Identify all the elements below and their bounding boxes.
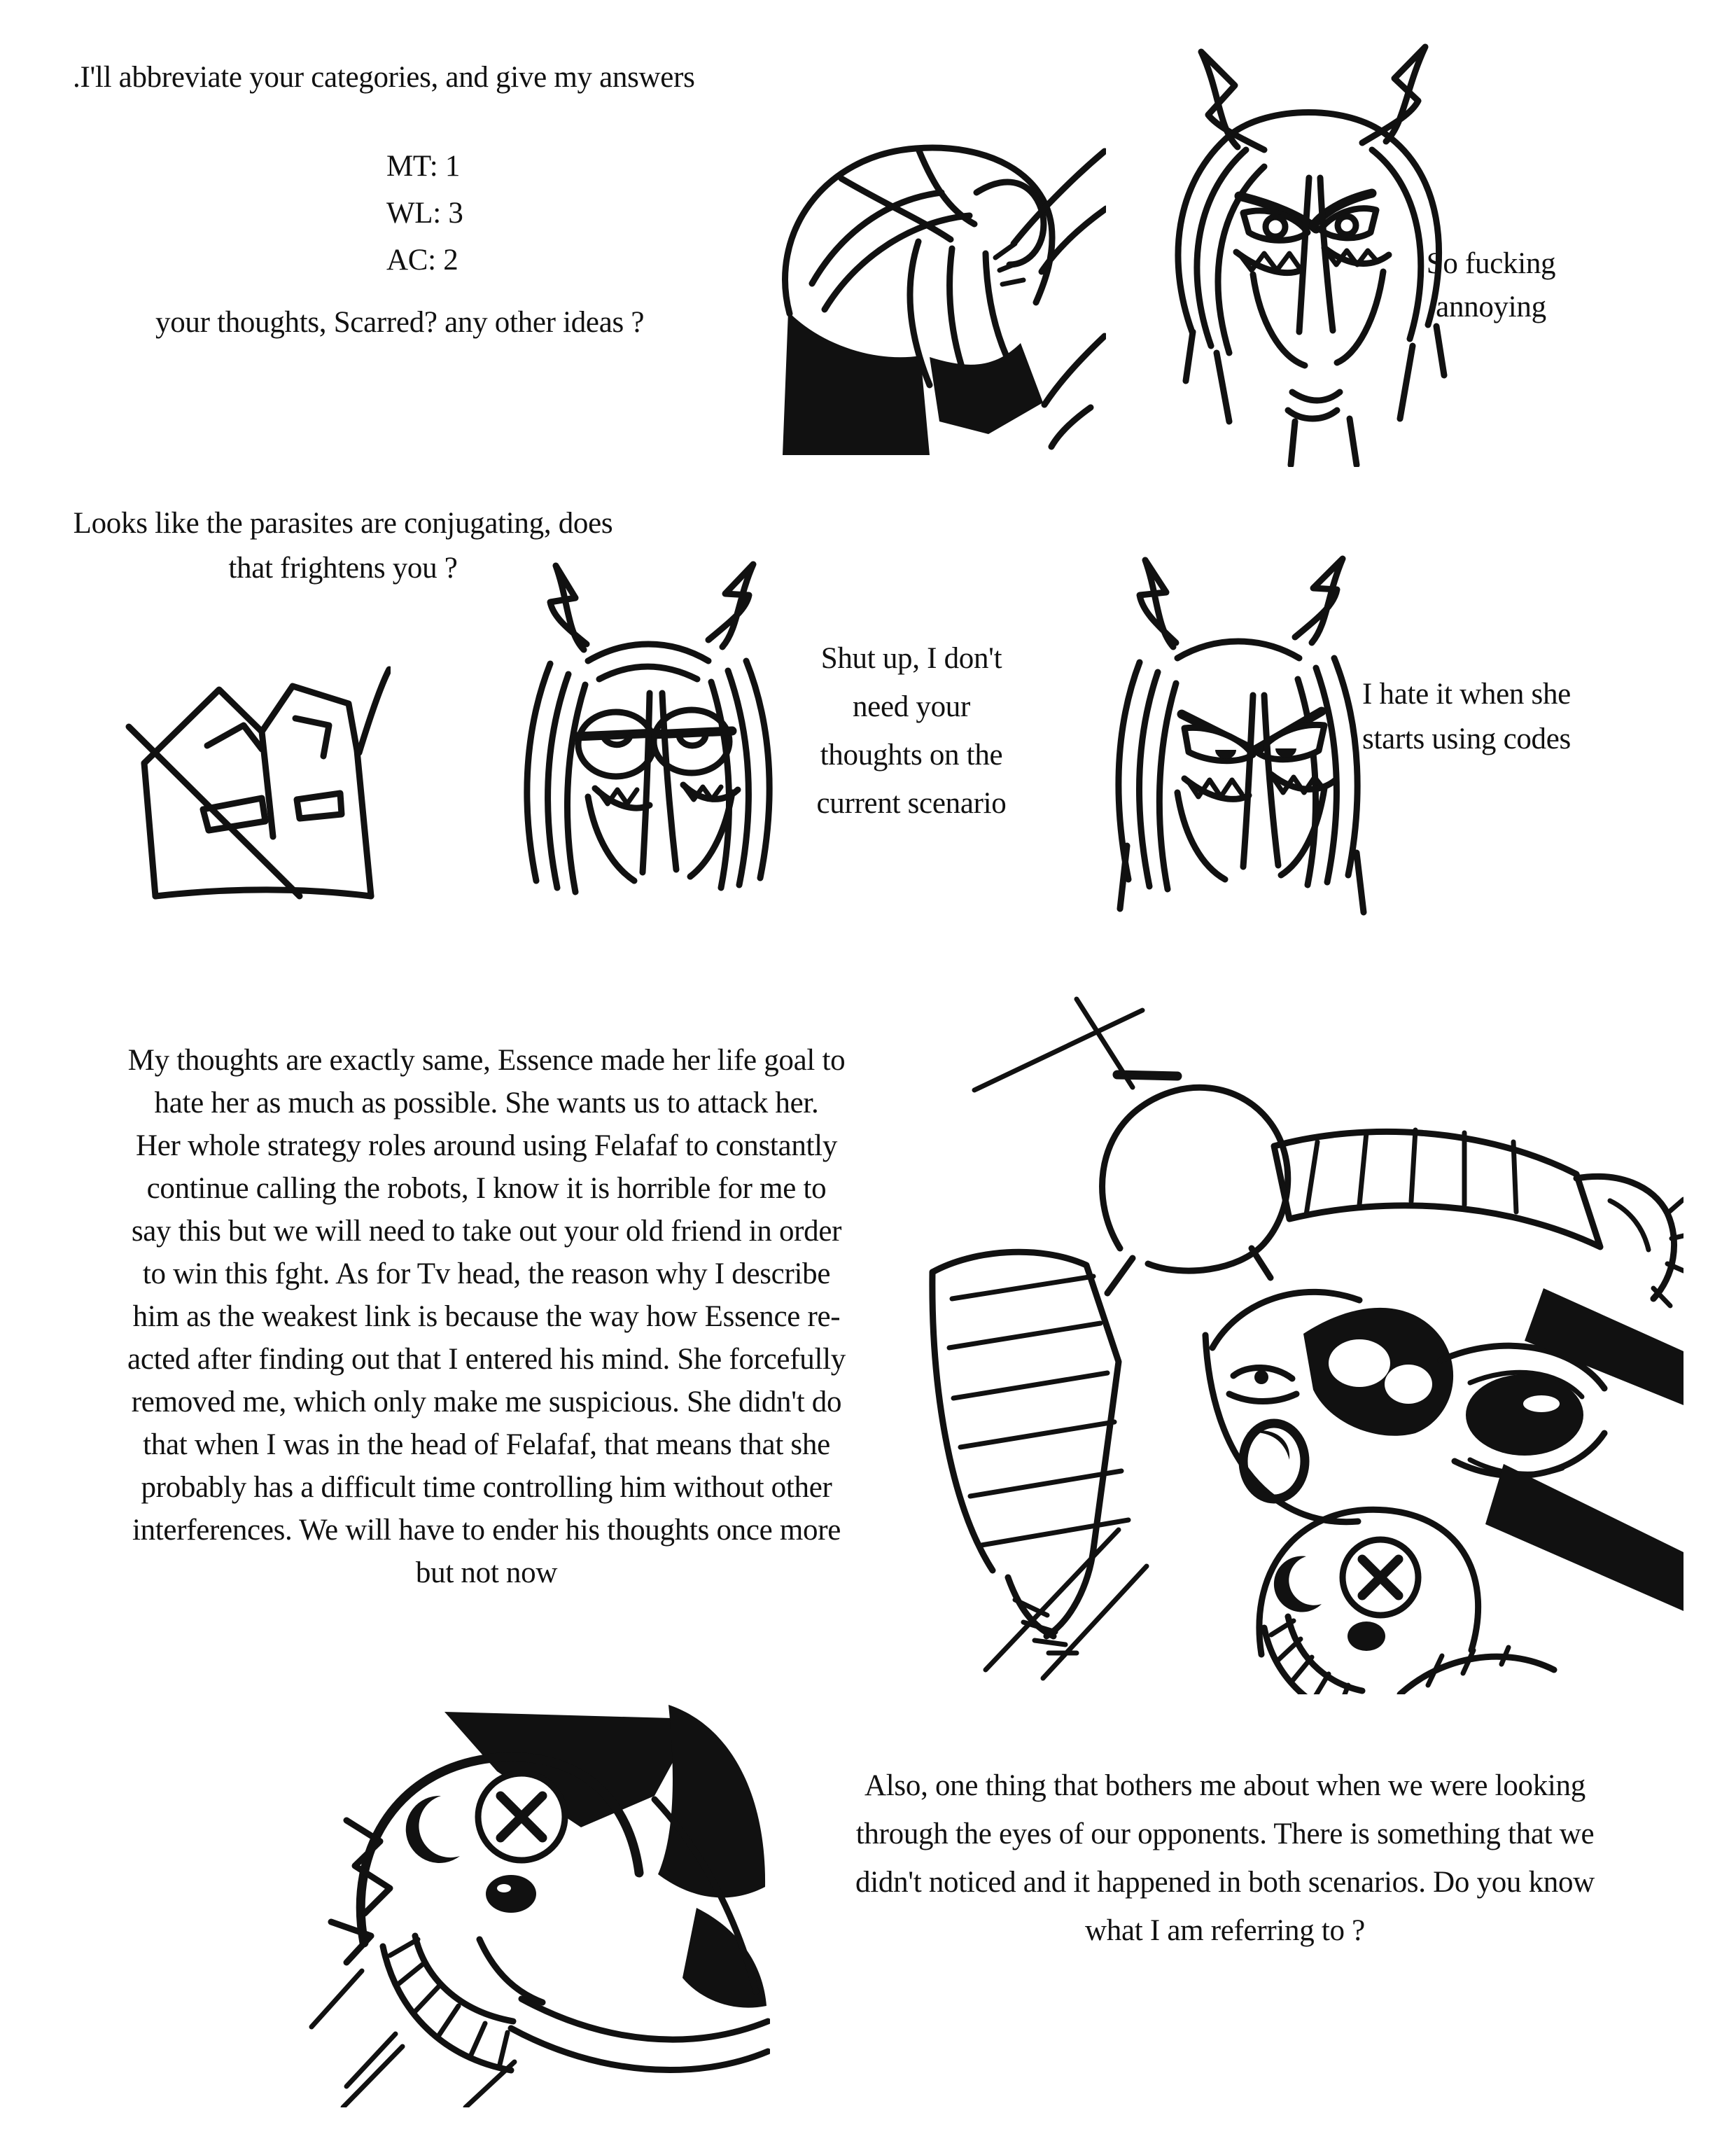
speech-so-annoying: So fucking annoying [1426,247,1556,323]
speech-hate-codes: I hate it when she starts using codes [1362,678,1571,755]
answer-codes [386,143,463,284]
intro-question: your thoughts, Scarred? any other ideas ? [155,306,645,339]
head-scratch-drawing [742,105,1106,455]
intro-line: .I'll abbreviate your categories, and give my answers [73,61,695,94]
demon-sleepy-drawing [483,559,812,912]
speech-also: Also, one thing that bothers me about when we were looking through the eyes of our opponents. There is something that we didn't noticed and it happened in both scenarios. Do you know what I am referring to ? [855,1769,1595,1947]
speech-shut-up: Shut up, I don't need your thoughts on the current scenario [816,642,1007,820]
mask-figure-drawing [125,665,391,907]
speech-parasites: Looks like the parasites are conjugating, does that frightens you ? [73,507,613,585]
code-mt: MT: 1 [386,150,461,183]
demon-angry-drawing [1078,552,1396,923]
struggle-drawing [910,970,1684,1694]
code-wl: WL: 3 [386,197,463,230]
struggle-closeup-drawing [304,1698,770,2107]
demon-annoyed-drawing [1126,29,1486,467]
speech-strategy: My thoughts are exactly same, Essence made her life goal to hate her as much as possible. She wants us to attack her. Her whole strategy roles around using Felafaf to constantly continue calling the robots, I know it is horrible for me to say this but we will need to take out your old friend in order to win this fght. As for Tv head, the reason why I describe him as the weakest link is because the way how Essence re- acted after finding out that I entered his mind. She forcefully removed me, which only make me suspicious. She didn't do that when I was in the head of Felafaf, that means that she probably has a difficult time controlling him without other interferences. We will have to ender his thoughts once more but not now [127,1044,846,1589]
code-ac: AC: 2 [386,244,458,277]
